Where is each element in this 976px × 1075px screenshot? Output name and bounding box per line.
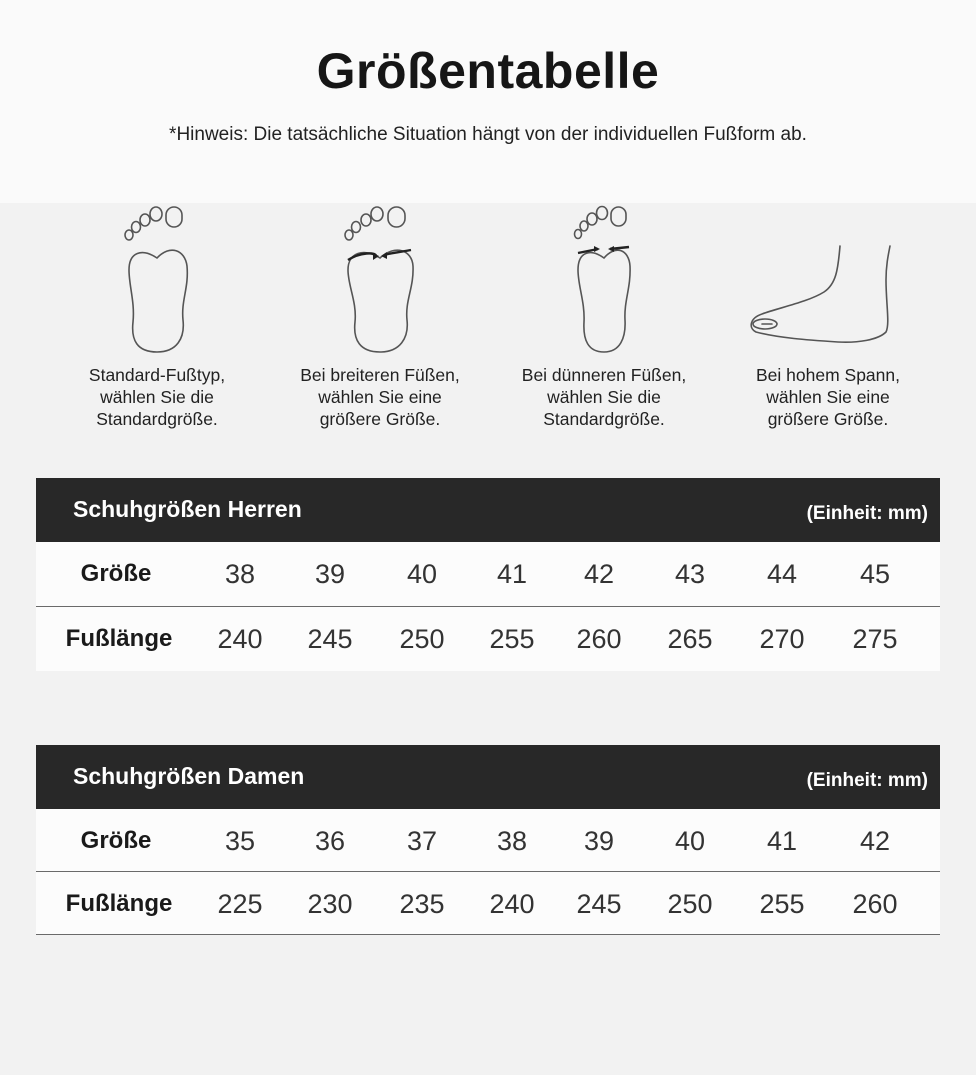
table-row-length <box>36 872 940 935</box>
table-header <box>36 478 940 542</box>
header-band <box>0 0 976 203</box>
length-cell: 250 <box>667 889 713 919</box>
row-label: Fußlänge <box>65 625 173 652</box>
length-cell: 250 <box>399 624 445 654</box>
length-cell: 245 <box>307 624 353 654</box>
length-cell: 255 <box>759 889 805 919</box>
size-cell: 40 <box>406 559 438 589</box>
row-label: Fußlänge <box>65 890 173 917</box>
row-label: Größe <box>80 827 152 854</box>
foot-caption: Bei hohem Spann, wählen Sie eine größere Größe. <box>756 365 900 429</box>
size-cell: 40 <box>674 826 706 856</box>
size-cell: 37 <box>406 826 438 856</box>
length-cell: 255 <box>489 624 535 654</box>
length-cell: 245 <box>576 889 622 919</box>
page-title: Größentabelle <box>316 43 660 99</box>
table-title: Schuhgrößen Damen <box>73 763 305 789</box>
table-row-length <box>36 607 940 671</box>
fit-note: *Hinweis: Die tatsächliche Situation hängt von der individuellen Fußform ab. <box>169 124 807 145</box>
length-cell: 235 <box>399 889 445 919</box>
foot-type-standard <box>57 200 257 430</box>
size-table-men <box>36 478 940 671</box>
length-cell: 270 <box>759 624 805 654</box>
size-cell: 38 <box>224 559 256 589</box>
foot-type-high-instep <box>728 200 928 430</box>
table-header <box>36 745 940 809</box>
size-cell: 36 <box>314 826 346 856</box>
unit-label: (Einheit: mm) <box>806 770 928 791</box>
length-cell: 260 <box>852 889 898 919</box>
length-cell: 230 <box>307 889 353 919</box>
foot-caption: Bei breiteren Füßen, wählen Sie eine größere Größe. <box>300 365 460 429</box>
row-label: Größe <box>80 560 152 587</box>
high-instep-foot-icon <box>728 200 928 360</box>
foot-type-wide <box>280 200 480 430</box>
size-cell: 39 <box>314 559 346 589</box>
standard-foot-icon <box>57 200 257 360</box>
length-cell: 240 <box>489 889 535 919</box>
size-cell: 43 <box>674 559 706 589</box>
narrow-foot-icon <box>504 200 704 360</box>
size-cell: 35 <box>224 826 256 856</box>
unit-label: (Einheit: mm) <box>806 503 928 524</box>
table-row-size <box>36 542 940 607</box>
foot-type-narrow <box>504 200 704 430</box>
length-cell: 240 <box>217 624 263 654</box>
length-cell: 225 <box>217 889 263 919</box>
size-cell: 44 <box>766 559 798 589</box>
wide-foot-icon <box>280 200 480 360</box>
size-table-women <box>36 745 940 935</box>
size-cell: 41 <box>496 559 528 589</box>
table-title: Schuhgrößen Herren <box>73 496 302 522</box>
length-cell: 260 <box>576 624 622 654</box>
size-cell: 38 <box>496 826 528 856</box>
size-cell: 45 <box>859 559 891 589</box>
foot-caption: Bei dünneren Füßen, wählen Sie die Standardgröße. <box>521 365 687 429</box>
foot-caption: Standard-Fußtyp, wählen Sie die Standardgröße. <box>88 365 226 429</box>
size-cell: 39 <box>583 826 615 856</box>
length-cell: 275 <box>852 624 898 654</box>
length-cell: 265 <box>667 624 713 654</box>
size-cell: 41 <box>766 826 798 856</box>
table-row-size <box>36 809 940 872</box>
size-cell: 42 <box>583 559 615 589</box>
size-cell: 42 <box>859 826 891 856</box>
